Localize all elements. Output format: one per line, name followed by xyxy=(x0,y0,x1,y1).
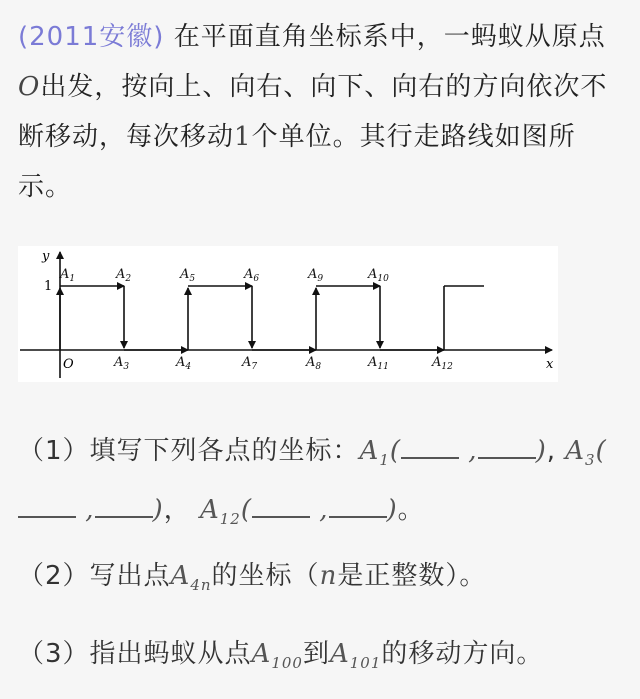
point-a10: $A_{10}$ xyxy=(368,267,389,284)
point-a6: $A_6$ xyxy=(244,267,260,284)
point-a4: $A_4$ xyxy=(176,355,192,372)
q3-to: $A_{101}$ xyxy=(329,639,382,673)
question-2 xyxy=(18,556,486,605)
point-a2: $A_2$ xyxy=(116,267,132,284)
path-figure xyxy=(18,246,558,382)
q1-label: （1）填写下列各点的坐标： xyxy=(18,436,360,466)
y-axis-label: y xyxy=(42,249,50,264)
question-1: （1）填写下列各点的坐标：$A_1$( , ), $A_3$( , )， $A_{12}$( , )。 xyxy=(18,436,607,529)
point-labels xyxy=(59,267,453,372)
x-axis-label: x xyxy=(546,357,554,372)
q3-mid: 到 xyxy=(302,639,330,669)
ant-path xyxy=(60,286,484,350)
point-a5: $A_5$ xyxy=(180,267,196,284)
q2-n: n xyxy=(319,561,338,591)
step-value: 1 xyxy=(234,122,252,152)
problem-text-3: 个单位。其行走路线如图所示。 xyxy=(18,122,576,202)
q3-from: $A_{100}$ xyxy=(251,639,303,673)
q1-a1-y-blank[interactable] xyxy=(478,439,536,459)
point-a12: $A_{12}$ xyxy=(432,355,453,372)
point-a11: $A_{11}$ xyxy=(368,355,389,372)
tick-one-label: 1 xyxy=(44,279,53,294)
problem-statement xyxy=(18,12,624,212)
point-a7: $A_7$ xyxy=(242,355,258,372)
q1-a3-x-blank[interactable] xyxy=(18,498,76,518)
problem-text-2: 出发，按向上、向右、向下、向右的方向依次不断移动，每次移动 xyxy=(18,72,608,152)
q1-a1-x-blank[interactable] xyxy=(401,439,459,459)
point-a1: $A_1$ xyxy=(60,267,76,284)
q1-a3: $A_3$ xyxy=(565,436,596,470)
q1-a3-y-blank[interactable] xyxy=(95,498,153,518)
path-diagram xyxy=(18,246,558,382)
problem-source: (2011安徽) xyxy=(18,22,165,52)
q1-a1: $A_1$ xyxy=(359,436,390,470)
q1-a12-x-blank[interactable] xyxy=(252,498,310,518)
origin-symbol: O xyxy=(18,72,41,102)
q3-label: （3）指出蚂蚁从点 xyxy=(18,639,252,669)
origin-label: O xyxy=(63,357,74,372)
point-a8: $A_8$ xyxy=(306,355,322,372)
q1-a12-y-blank[interactable] xyxy=(329,498,387,518)
problem-text-1: 在平面直角坐标系中，一蚂蚁从原点 xyxy=(164,22,606,52)
q1-a12: $A_{12}$ xyxy=(199,495,241,529)
q3-end: 的移动方向。 xyxy=(381,639,544,669)
q2-end: 是正整数）。 xyxy=(337,561,487,591)
point-a9: $A_9$ xyxy=(308,267,324,284)
q2-label: （2）写出点 xyxy=(18,561,171,591)
point-a3: $A_3$ xyxy=(114,355,130,372)
q2-mid: 的坐标（ xyxy=(211,561,320,591)
question-3 xyxy=(18,634,543,683)
q2-point: $A_{4n}$ xyxy=(170,561,212,595)
